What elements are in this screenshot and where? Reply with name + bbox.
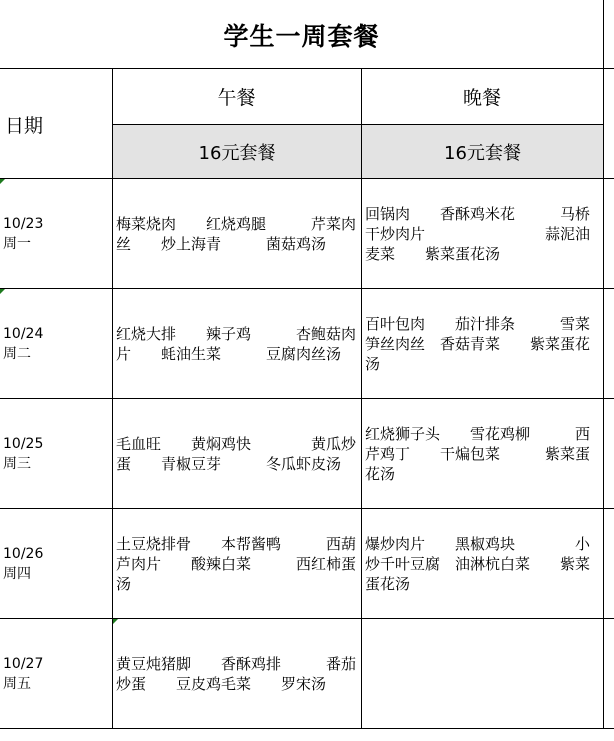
comment-indicator-icon bbox=[113, 619, 118, 624]
day-date-cell bbox=[0, 399, 112, 509]
lunch-menu-cell bbox=[112, 179, 361, 289]
dinner-menu-cell bbox=[361, 289, 603, 399]
day-date: 10/25 bbox=[3, 436, 44, 452]
dinner-menu-cell bbox=[361, 399, 603, 509]
grid-line bbox=[0, 728, 614, 729]
day-date-cell bbox=[0, 289, 112, 399]
comment-indicator-icon bbox=[0, 289, 5, 294]
day-weekday: 周二 bbox=[3, 346, 31, 362]
lunch-menu-text: 梅菜烧肉 红烧鸡腿 芹菜肉丝 炒上海青 菌菇鸡汤 bbox=[116, 215, 357, 253]
day-weekday: 周五 bbox=[3, 676, 31, 692]
comment-indicator-icon bbox=[0, 179, 5, 184]
grid-line bbox=[0, 508, 614, 509]
dinner-menu-cell bbox=[361, 509, 603, 619]
day-date-cell bbox=[0, 509, 112, 619]
lunch-menu-cell bbox=[112, 509, 361, 619]
day-date: 10/27 bbox=[3, 656, 44, 672]
grid-line bbox=[112, 124, 603, 125]
grid-line bbox=[0, 178, 614, 179]
lunch-menu-text: 土豆烧排骨 本帮酱鸭 西葫芦肉片 酸辣白菜 西红柿蛋汤 bbox=[116, 535, 357, 593]
lunch-menu-text: 毛血旺 黄焖鸡快 黄瓜炒蛋 青椒豆芽 冬瓜虾皮汤 bbox=[116, 435, 357, 473]
grid-line bbox=[0, 618, 614, 619]
lunch-menu-text: 红烧大排 辣子鸡 杏鲍菇肉片 蚝油生菜 豆腐肉丝汤 bbox=[116, 325, 357, 363]
grid-line bbox=[603, 0, 604, 729]
lunch-column-header: 午餐 bbox=[217, 87, 256, 109]
lunch-menu-cell bbox=[112, 619, 361, 729]
grid-line bbox=[112, 68, 113, 729]
day-weekday: 周四 bbox=[3, 566, 31, 582]
grid-line bbox=[0, 398, 614, 399]
lunch-menu-cell bbox=[112, 289, 361, 399]
dinner-menu-text: 百叶包肉 茄汁排条 雪菜笋丝肉丝 香菇青菜 紫菜蛋花汤 bbox=[365, 315, 591, 373]
dinner-menu-text: 红烧狮子头 雪花鸡柳 西芹鸡丁 干煸包菜 紫菜蛋花汤 bbox=[365, 425, 591, 483]
day-date: 10/26 bbox=[3, 546, 44, 562]
grid-line bbox=[0, 288, 614, 289]
dinner-column-header: 晚餐 bbox=[462, 87, 501, 109]
day-date-cell bbox=[0, 179, 112, 289]
dinner-menu-text: 回锅肉 香酥鸡米花 马桥干炒肉片 蒜泥油麦菜 紫菜蛋花汤 bbox=[365, 205, 591, 263]
grid-line bbox=[0, 68, 614, 69]
lunch-menu-cell bbox=[112, 399, 361, 509]
day-weekday: 周一 bbox=[3, 236, 31, 252]
day-date-cell bbox=[0, 619, 112, 729]
day-date: 10/24 bbox=[3, 326, 44, 342]
day-date: 10/23 bbox=[3, 216, 44, 232]
dinner-menu-cell bbox=[361, 619, 603, 729]
date-column-header: 日期 bbox=[5, 114, 44, 137]
lunch-menu-text: 黄豆炖猪脚 香酥鸡排 番茄炒蛋 豆皮鸡毛菜 罗宋汤 bbox=[116, 655, 357, 693]
day-weekday: 周三 bbox=[3, 456, 31, 472]
page-title: 学生一周套餐 bbox=[223, 21, 380, 51]
dinner-price: 16元套餐 bbox=[362, 125, 603, 178]
lunch-price: 16元套餐 bbox=[113, 125, 361, 178]
dinner-menu-text: 爆炒肉片 黑椒鸡块 小炒千叶豆腐 油淋杭白菜 紫菜蛋花汤 bbox=[365, 535, 591, 593]
dinner-menu-cell bbox=[361, 179, 603, 289]
grid-line bbox=[361, 68, 362, 729]
